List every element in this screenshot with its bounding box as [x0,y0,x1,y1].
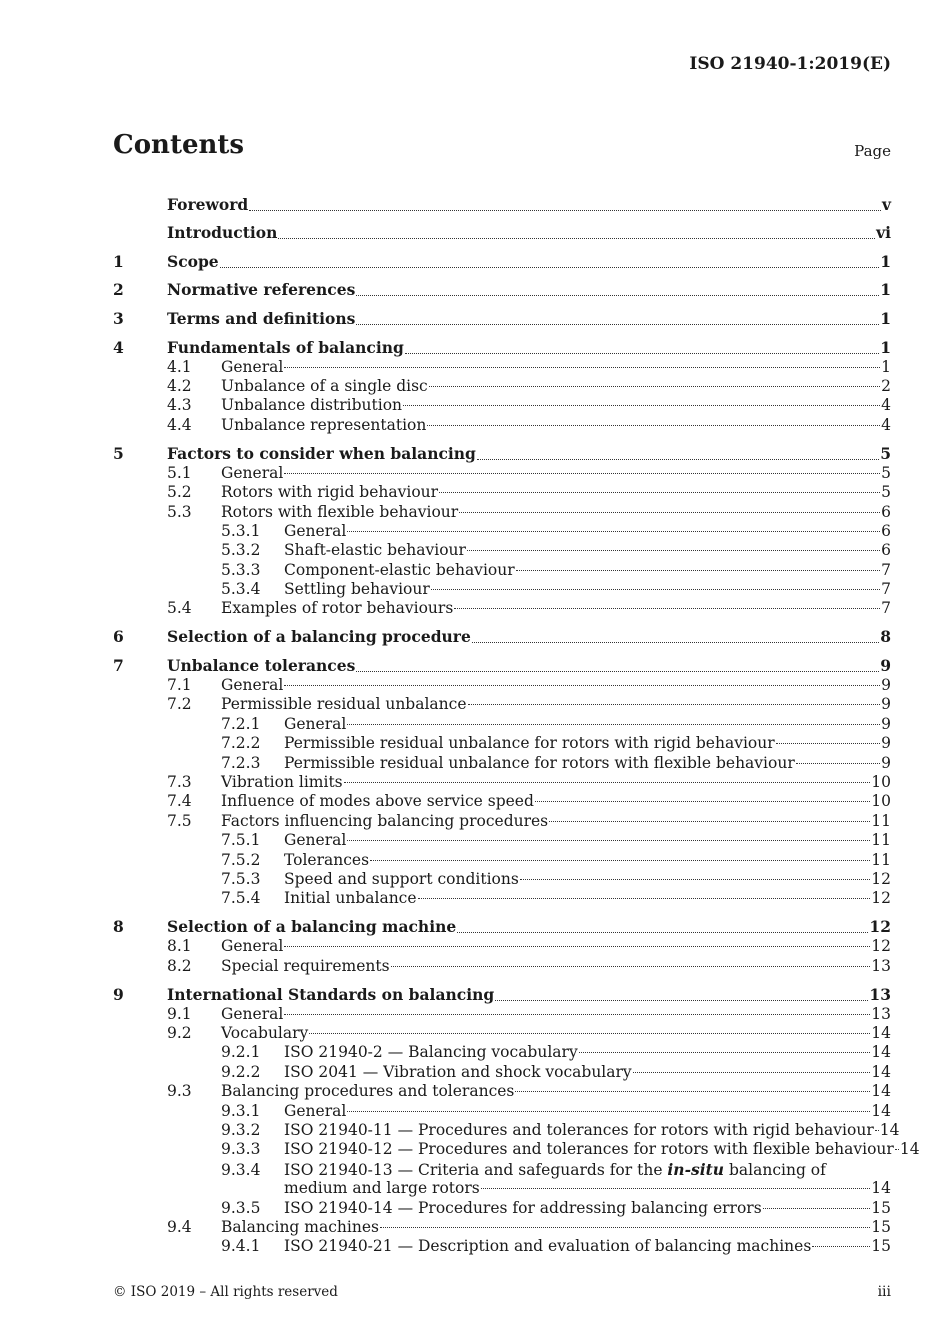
leader-dots [763,1207,871,1209]
toc-entry-page: 1 [880,308,891,328]
toc-entry[interactable] [113,464,891,483]
toc-entry-page: 14 [871,1082,891,1101]
toc-entry-number: 7.2 [167,695,192,714]
toc-entry-page: 1 [881,357,891,376]
toc-entry-title: Influence of modes above service speed [221,792,534,811]
toc-entry-page: 14 [871,1043,891,1062]
toc-entry-number: 9.2.2 [221,1062,261,1081]
toc-entry-title: Normative references [167,280,356,300]
toc-entry[interactable] [113,812,891,831]
toc-entry-number: 5.4 [167,599,192,618]
leader-dots [875,1129,879,1131]
leader-dots [796,762,880,764]
toc-entry-number: 4.3 [167,396,192,415]
toc-entry-page: 8 [880,627,891,647]
toc-entry-title: medium and large rotors [284,1179,480,1198]
toc-entry[interactable] [113,396,891,415]
toc-entry[interactable] [113,503,891,522]
toc-entry-title: Foreword [167,194,249,214]
toc-entry-number: 9.4 [167,1217,192,1236]
toc-entry-number: 9.2.1 [221,1043,261,1062]
toc-entry-page: 15 [871,1237,891,1256]
toc-entry-title: Unbalance distribution [221,396,403,415]
page-column-label: Page [854,142,891,160]
toc-entry-number: 5.1 [167,463,192,482]
toc-entry-page: 11 [871,811,891,830]
toc-entry[interactable] [113,1160,891,1179]
toc-entry[interactable] [113,1043,891,1062]
toc-entry[interactable] [113,215,891,244]
toc-entry-page: v [881,194,891,214]
toc-entry[interactable] [113,1237,891,1256]
toc-entry-page: 14 [899,1140,920,1159]
toc-entry-number: 7.5.1 [221,831,261,850]
toc-entry-page: 5 [881,483,891,502]
toc-entry-page: 14 [871,1179,891,1198]
leader-dots [439,491,880,493]
toc-entry-page: 5 [881,463,891,482]
document-id: ISO 21940-1:2019(E) [689,54,891,74]
toc-entry-title: General [284,831,347,850]
leader-dots [535,800,870,802]
toc-entry-page: 6 [881,521,891,540]
toc-entry-number: 8.2 [167,956,192,975]
toc-entry-page: 9 [881,734,891,753]
toc-entry-title: Permissible residual unbalance for rotors with flexible behaviour [284,753,795,772]
leader-dots [284,945,870,947]
toc-entry-number: 7.4 [167,792,192,811]
toc-entry-number: 2 [113,280,124,300]
leader-dots [895,1148,899,1150]
leader-dots [457,931,868,933]
toc-entry[interactable] [113,851,891,870]
toc-entry-title: Selection of a balancing procedure [167,627,471,647]
toc-entry-continuation[interactable] [113,1179,891,1198]
toc-entry-page: 6 [881,502,891,521]
leader-dots [427,424,880,426]
leader-dots [495,999,868,1001]
toc-entry-title: Shaft-elastic behaviour [284,541,466,560]
leader-dots [284,472,880,474]
toc-entry-number: 5.2 [167,483,192,502]
toc-entry-page: 4 [881,415,891,434]
toc-entry-title: ISO 21940-21 — Description and evaluation of balancing machines [284,1237,812,1256]
toc-entry-page: 14 [871,1101,891,1120]
toc-entry-page: 11 [871,831,891,850]
leader-dots [776,742,880,744]
leader-dots [454,607,880,609]
toc-entry[interactable] [113,957,891,976]
toc-entry[interactable] [113,647,891,676]
toc-entry-title: ISO 21940-14 — Procedures for addressing balancing errors [284,1198,762,1217]
toc-entry-number: 7.5 [167,811,192,830]
toc-entry-number: 9.3.5 [221,1198,261,1217]
leader-dots [468,703,881,705]
toc-entry-page: vi [876,223,891,243]
toc-entry[interactable] [113,599,891,618]
toc-entry-title: General [221,1004,284,1023]
toc-entry[interactable] [113,676,891,695]
toc-entry-page: 9 [880,656,891,676]
table-of-contents [113,186,920,1257]
leader-dots [515,1090,870,1092]
toc-entry-title: Component-elastic behaviour [284,560,515,579]
toc-entry-number: 7.2.1 [221,714,261,733]
toc-entry[interactable] [113,870,891,889]
leader-dots [309,1032,870,1034]
toc-entry[interactable] [113,773,891,792]
leader-dots [391,965,871,967]
leader-dots [370,859,870,861]
toc-entry-title: Vibration limits [221,772,343,791]
toc-entry-title: Selection of a balancing machine [167,917,457,937]
leader-dots [633,1071,871,1073]
toc-entry-title: General [284,521,347,540]
toc-entry[interactable] [113,937,891,956]
toc-entry-title: Balancing machines [221,1217,379,1236]
toc-entry[interactable] [113,358,891,377]
toc-entry-page: 13 [869,984,891,1004]
toc-entry-title: ISO 21940-12 — Procedures and tolerances for rotors with flexible behaviour [284,1140,894,1159]
toc-entry-title: Tolerances [284,850,370,869]
toc-entry-title: Unbalance tolerances [167,656,356,676]
toc-entry-number: 5 [113,443,124,463]
toc-entry-title: Permissible residual unbalance for rotors with rigid behaviour [284,734,775,753]
leader-dots [467,549,880,551]
toc-entry-number: 7.1 [167,676,192,695]
toc-entry-page: 4 [881,396,891,415]
toc-entry-title: Terms and definitions [167,308,356,328]
leader-dots [356,670,879,672]
leader-dots [347,723,880,725]
toc-entry-number: 9.3.3 [221,1140,261,1159]
toc-entry[interactable] [113,695,891,714]
toc-entry-number: 9.1 [167,1004,192,1023]
toc-entry[interactable] [113,329,891,358]
toc-entry[interactable] [113,1199,891,1218]
toc-entry-page: 14 [879,1121,900,1140]
toc-entry-title: Fundamentals of balancing [167,337,404,357]
toc-entry-page: 13 [871,956,891,975]
toc-entry[interactable] [113,243,891,272]
toc-entry-page: 9 [881,753,891,772]
toc-entry[interactable] [113,909,891,938]
toc-entry[interactable] [113,619,891,648]
leader-dots [284,366,880,368]
toc-entry-title [284,1160,826,1180]
toc-entry-title: Scope [167,251,219,271]
toc-entry-title: ISO 21940-2 — Balancing vocabulary [284,1043,578,1062]
toc-entry[interactable] [113,715,891,734]
toc-entry[interactable] [113,976,891,1005]
toc-entry-number: 9.3.2 [221,1121,261,1140]
toc-entry-page: 2 [881,376,891,395]
toc-entry-title-part: ISO 21940-13 — Criteria and safeguards for the [284,1160,668,1179]
toc-entry[interactable] [113,1102,891,1121]
toc-entry-title: Vocabulary [221,1024,309,1043]
toc-entry-page: 1 [880,251,891,271]
toc-entry-page: 7 [881,580,891,599]
toc-entry[interactable] [113,580,891,599]
toc-entry-title: Unbalance of a single disc [221,376,428,395]
toc-entry[interactable] [113,522,891,541]
toc-entry-number: 4.4 [167,415,192,434]
toc-entry-page: 14 [871,1062,891,1081]
leader-dots [418,897,871,899]
toc-entry-title: Rotors with rigid behaviour [221,483,439,502]
toc-entry-number: 8.1 [167,937,192,956]
toc-entry[interactable] [113,272,891,301]
toc-entry[interactable] [113,1082,891,1101]
toc-entry-title: Unbalance representation [221,415,427,434]
leader-dots [516,569,881,571]
toc-entry-title: Factors to consider when balancing [167,443,476,463]
toc-entry-number: 7 [113,656,124,676]
toc-entry-title: ISO 21940-11 — Procedures and tolerances for rotors with rigid behaviour [284,1121,874,1140]
toc-entry-number: 5.3.3 [221,560,261,579]
toc-entry-number: 7.5.2 [221,850,261,869]
toc-entry-title-part: balancing of [724,1160,826,1179]
leader-dots [278,237,875,239]
leader-dots [380,1226,870,1228]
toc-entry-page: 5 [880,443,891,463]
toc-entry[interactable] [113,541,891,560]
leader-dots [579,1051,871,1053]
toc-entry[interactable] [113,754,891,773]
toc-entry-title: International Standards on balancing [167,984,495,1004]
toc-entry-page: 13 [871,1004,891,1023]
toc-entry[interactable] [113,377,891,396]
toc-entry-page: 12 [869,917,891,937]
toc-entry[interactable] [113,1024,891,1043]
leader-dots [356,323,879,325]
toc-entry[interactable] [113,483,891,502]
toc-entry-number: 9.3.4 [221,1160,261,1179]
toc-entry-title: General [221,357,284,376]
toc-entry-title: Rotors with flexible behaviour [221,502,459,521]
footer-copyright: © ISO 2019 – All rights reserved [113,1284,338,1300]
toc-entry[interactable] [113,831,891,850]
toc-entry-page: 12 [871,869,891,888]
leader-dots [812,1245,870,1247]
toc-entry[interactable] [113,1063,891,1082]
toc-entry[interactable] [113,186,891,215]
leader-dots [347,1110,870,1112]
toc-entry-number: 9.2 [167,1024,192,1043]
toc-entry-page: 7 [881,560,891,579]
contents-heading: Contents [113,130,245,160]
toc-entry-title: General [284,1101,347,1120]
toc-entry-page: 11 [871,850,891,869]
toc-entry-number: 9.3 [167,1082,192,1101]
leader-dots [284,684,880,686]
toc-entry-number: 9 [113,984,124,1004]
toc-entry-page: 12 [871,937,891,956]
toc-entry-page: 10 [871,792,891,811]
toc-entry-page: 7 [881,599,891,618]
toc-entry-title-emphasis: in-situ [667,1159,725,1179]
toc-entry-number: 4.1 [167,357,192,376]
toc-entry-number: 6 [113,627,124,647]
toc-entry-title: Initial unbalance [284,889,417,908]
toc-entry[interactable] [113,1121,900,1140]
toc-entry-title: Balancing procedures and tolerances [221,1082,515,1101]
toc-entry-title: General [221,463,284,482]
leader-dots [347,839,870,841]
toc-entry-title: General [221,676,284,695]
toc-entry-number: 7.2.3 [221,753,261,772]
leader-dots [403,404,880,406]
leader-dots [481,1187,871,1189]
leader-dots [405,352,879,354]
toc-entry-number: 7.2.2 [221,734,261,753]
toc-entry[interactable] [113,889,891,908]
toc-entry-page: 15 [871,1198,891,1217]
toc-entry-title: Special requirements [221,956,390,975]
leader-dots [356,294,879,296]
toc-entry-page: 9 [881,714,891,733]
toc-entry[interactable] [113,561,891,580]
toc-entry[interactable] [113,416,891,435]
toc-entry-number: 4.2 [167,376,192,395]
toc-entry-page: 14 [871,1024,891,1043]
toc-entry-page: 6 [881,541,891,560]
leader-dots [477,458,879,460]
leader-dots [284,1013,870,1015]
toc-entry-title: Examples of rotor behaviours [221,599,454,618]
toc-entry-number: 7.5.3 [221,869,261,888]
leader-dots [520,878,870,880]
leader-dots [459,511,880,513]
toc-entry-title: ISO 2041 — Vibration and shock vocabulary [284,1062,632,1081]
leader-dots [220,266,880,268]
toc-entry-title: General [284,714,347,733]
toc-entry[interactable] [113,1005,891,1024]
toc-entry-title: General [221,937,284,956]
leader-dots [431,588,880,590]
toc-entry-number: 5.3.2 [221,541,261,560]
toc-entry[interactable] [113,734,891,753]
footer-page-number: iii [877,1284,891,1300]
toc-entry-page: 10 [871,772,891,791]
toc-entry[interactable] [113,435,891,464]
toc-entry-number: 5.3.1 [221,521,261,540]
toc-entry-title: Introduction [167,223,278,243]
leader-dots [472,641,879,643]
toc-entry-title: Permissible residual unbalance [221,695,467,714]
leader-dots [429,385,880,387]
toc-entry-title: Settling behaviour [284,580,430,599]
toc-entry-page: 15 [871,1217,891,1236]
toc-entry-page: 9 [881,695,891,714]
toc-entry-page: 1 [880,337,891,357]
toc-entry-number: 9.4.1 [221,1237,261,1256]
toc-entry-number: 7.5.4 [221,889,261,908]
leader-dots [249,209,881,211]
toc-entry-number: 5.3.4 [221,580,261,599]
leader-dots [347,530,880,532]
toc-entry-number: 4 [113,337,124,357]
toc-entry-number: 9.3.1 [221,1101,261,1120]
toc-entry[interactable] [113,300,891,329]
toc-entry-title: Factors influencing balancing procedures [221,811,549,830]
toc-entry-number: 8 [113,917,124,937]
toc-entry-number: 5.3 [167,502,192,521]
toc-entry-page: 1 [880,280,891,300]
toc-entry-title: Speed and support conditions [284,869,519,888]
toc-entry-page: 12 [871,889,891,908]
toc-entry-page: 9 [881,676,891,695]
toc-entry[interactable] [113,1140,920,1159]
leader-dots [549,820,870,822]
toc-entry-number: 1 [113,251,124,271]
toc-entry-number: 3 [113,308,124,328]
leader-dots [344,781,871,783]
toc-entry[interactable] [113,1218,891,1237]
toc-entry-number: 7.3 [167,772,192,791]
toc-entry[interactable] [113,792,891,811]
